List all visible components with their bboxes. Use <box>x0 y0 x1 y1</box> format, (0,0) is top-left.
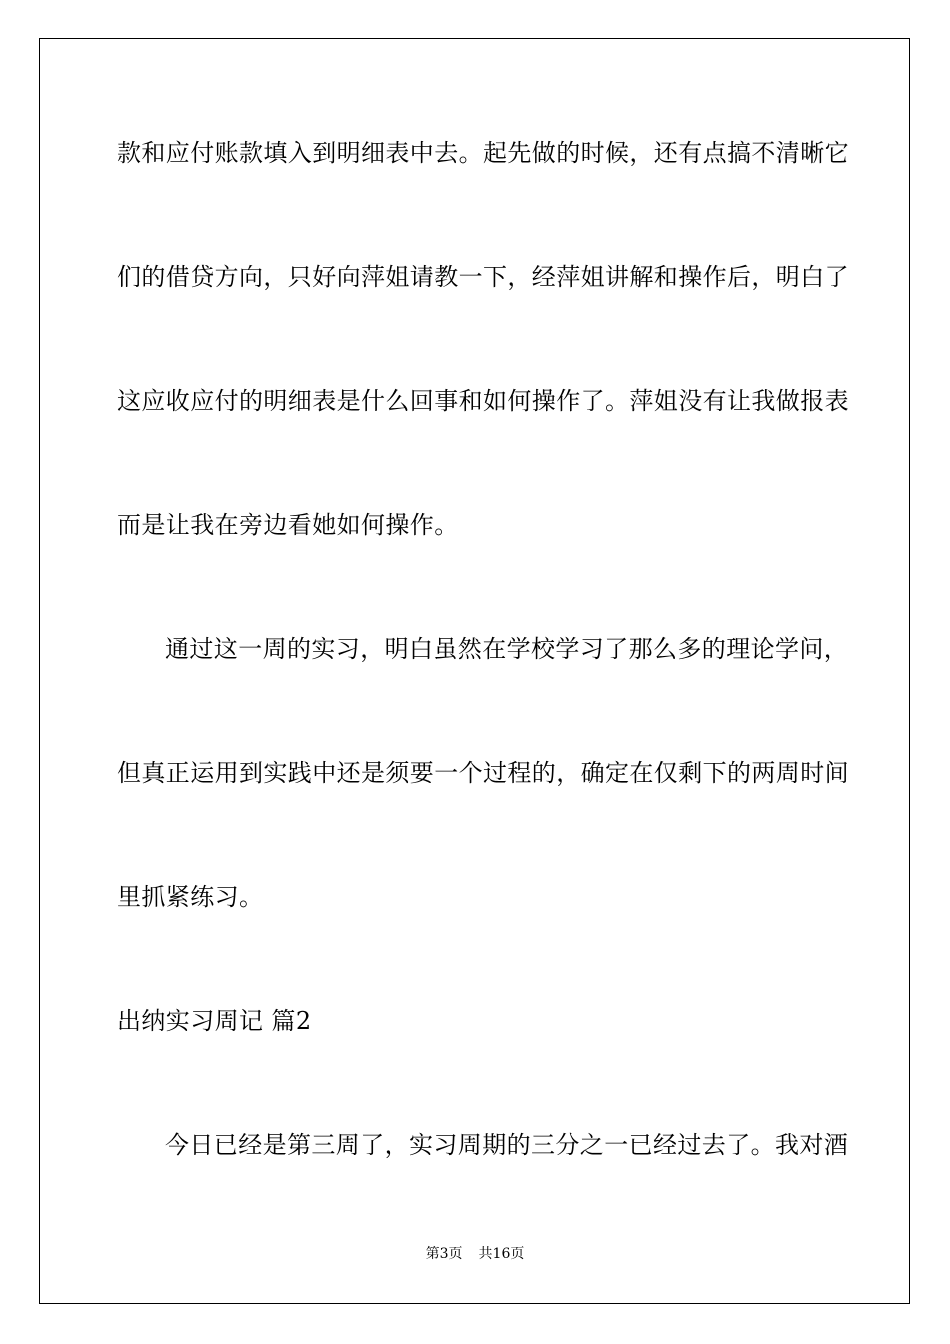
page-footer <box>0 1245 950 1263</box>
paragraph-line-9: 今日已经是第三周了，实习周期的三分之一已经过去了。我对酒 <box>165 1131 849 1159</box>
paragraph-line-4: 而是让我在旁边看她如何操作。 <box>117 511 459 539</box>
paragraph-line-5: 通过这一周的实习，明白虽然在学校学习了那么多的理论学问， <box>165 635 849 663</box>
paragraph-line-6: 但真正运用到实践中还是须要一个过程的，确定在仅剩下的两周时间 <box>117 759 849 787</box>
paragraph-line-2: 们的借贷方向，只好向萍姐请教一下，经萍姐讲解和操作后，明白了 <box>117 263 849 291</box>
paragraph-line-1: 款和应付账款填入到明细表中去。起先做的时候，还有点搞不清晰它 <box>117 139 849 167</box>
paragraph-line-7: 里抓紧练习。 <box>117 883 264 911</box>
paragraph-line-3: 这应收应付的明细表是什么回事和如何操作了。萍姐没有让我做报表 <box>117 387 849 415</box>
page-frame <box>39 38 910 1304</box>
section-heading: 出纳实习周记 篇2 <box>117 1007 312 1035</box>
page-number: 第3页 <box>425 1246 463 1262</box>
page-total: 共16页 <box>478 1246 525 1262</box>
